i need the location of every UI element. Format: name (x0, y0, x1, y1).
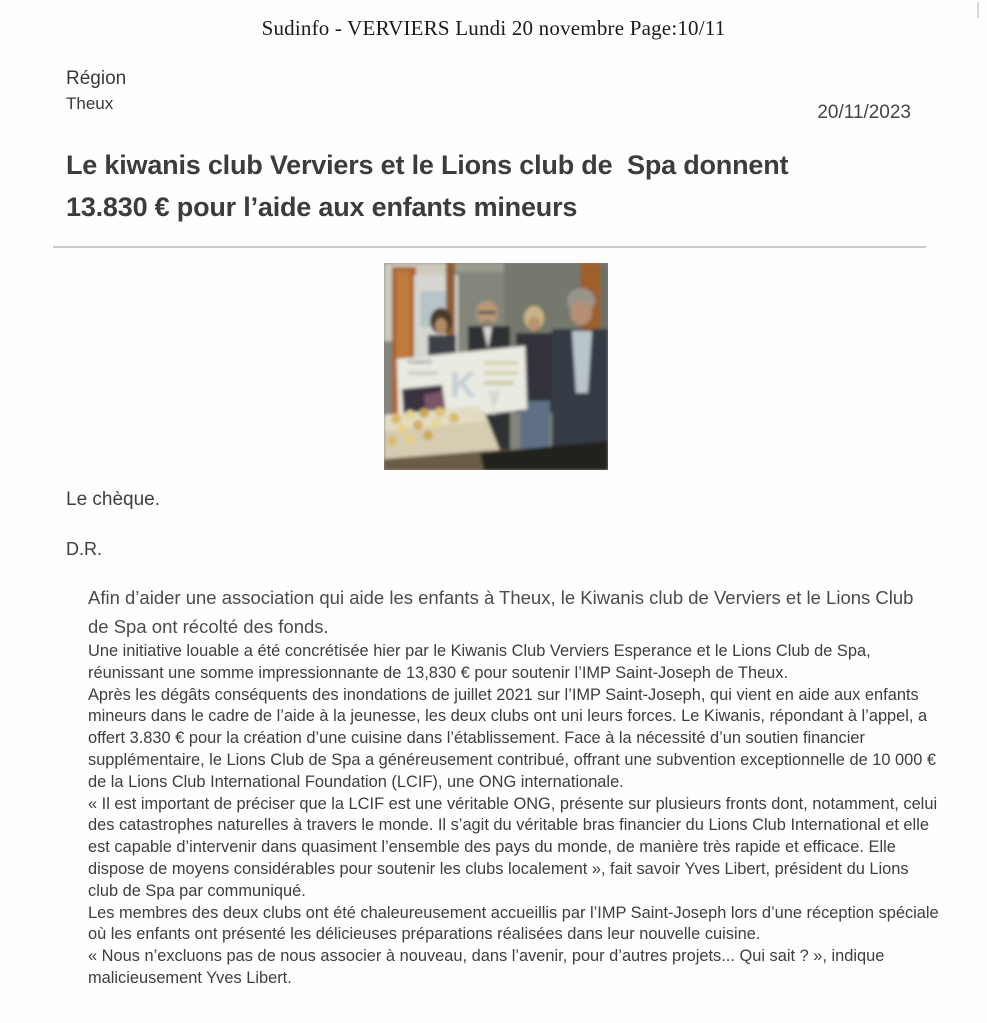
divider-rule (53, 246, 926, 248)
article-date: 20/11/2023 (817, 102, 911, 123)
headline (66, 144, 788, 228)
cheque-watermark-k: K (450, 364, 476, 405)
article-photo (384, 263, 608, 470)
photo-caption: Le chèque. (66, 489, 161, 510)
cheque-photo-illustration (384, 263, 608, 470)
locality-label: Theux (66, 94, 114, 113)
article-lead: Afin d’aider une association qui aide les enfants à Theux, le Kiwanis club de Verviers et le Lions Club de Spa ont récolté des fonds. (88, 587, 914, 637)
document-header: Sudinfo - VERVIERS Lundi 20 novembre Page:10/11 (261, 16, 726, 40)
headline-line-1: Le kiwanis club Verviers et le Lions club de Spa donnent (66, 150, 789, 180)
article-paragraph: Après les dégâts conséquents des inondations de juillet 2021 sur l’IMP Saint-Joseph, qui vient en aide aux enfants mineurs dans le cadre de l’aide à la jeunesse, les deux clubs ont uni leurs forces. Le Kiwanis, répondant à l’appel, a offert 3.830 € pour la création d’une cuisine dans l’établissement. Face à la nécessité d’un soutien financier supplémentaire, le Lions Club de Spa a généreusement contribué, offrant une subvention exceptionnelle de 10 000 € de la Lions Club International Foundation (LCIF), une ONG internationale. (88, 685, 937, 791)
article-paragraph: « Il est important de préciser que la LCIF est une véritable ONG, présente sur plusieurs fronts dont, notamment, celui des catastrophes naturelles à travers le monde. Il s’agit du véritable bras financier du Lions Club International et elle est capable d’intervenir dans quasiment l’ensemble des pays du monde, de manière très rapide et efficace. Elle dispose de moyens considérables pour soutenir les clubs localement », fait savoir Yves Libert, président du Lions club de Spa par communiqué. (88, 794, 938, 900)
article-paragraph: « Nous n’excluons pas de nous associer à nouveau, dans l’avenir, pour d’autres projets... Qui sait ? », indique malicieusement Yves Libert. (88, 947, 885, 987)
article-body (88, 641, 940, 990)
headline-line-2: 13.830 € pour l’aide aux enfants mineurs (66, 192, 578, 222)
photo-credit: D.R. (66, 539, 102, 559)
cheque-brand-text: Kiwanis (408, 359, 433, 366)
article-paragraph: Une initiative louable a été concrétisée hier par le Kiwanis Club Verviers Esperance et le Lions Club de Spa, réunissant une somme impressionnante de 13,830 € pour soutenir l’IMP Saint-Joseph de Theux. (88, 642, 871, 682)
article-paragraph: Les membres des deux clubs ont été chaleureusement accueillis par l’IMP Saint-Joseph lors d’une réception spéciale où les enfants ont présenté les délicieuses préparations réalisées dans leur nouvelle cuisine. (88, 903, 939, 944)
section-label: Région (66, 68, 127, 89)
